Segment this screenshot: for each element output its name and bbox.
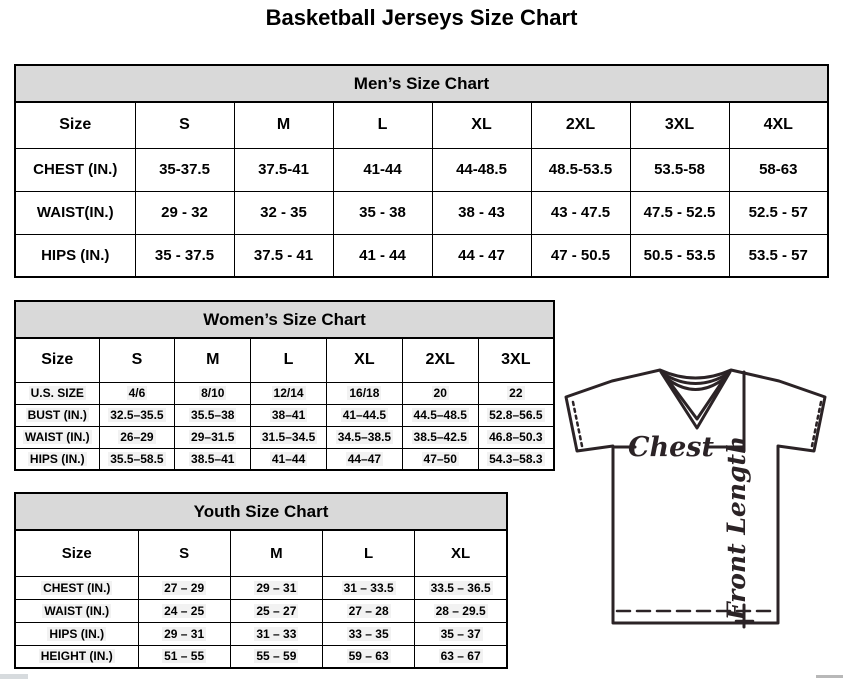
table-cell: 35.5–38 (175, 404, 251, 426)
table-cell: 24 – 25 (138, 599, 230, 622)
table-cell: 4/6 (99, 382, 175, 404)
row-label-cell (15, 448, 99, 470)
row-label: CHEST (IN.) (43, 580, 111, 595)
table-cell: 53.5-58 (630, 148, 729, 191)
table-cell: 33.5 – 36.5 (415, 576, 507, 599)
h-scrollbar-fragment-right[interactable] (816, 675, 843, 678)
size-col-header: M (175, 338, 251, 382)
table-cell: 35-37.5 (135, 148, 234, 191)
table-cell: 16/18 (326, 382, 402, 404)
table-cell: 41–44.5 (326, 404, 402, 426)
table-cell: 41 - 44 (333, 234, 432, 277)
table-cell: 41-44 (333, 148, 432, 191)
womens-waist-row (15, 426, 554, 448)
table-cell: 32.5–35.5 (99, 404, 175, 426)
row-label-cell (15, 645, 138, 668)
table-cell: 43 - 47.5 (531, 191, 630, 234)
size-col-header: 3XL (478, 338, 554, 382)
row-label-cell: WAIST(IN.) (15, 191, 135, 234)
size-header-cell: Size (15, 338, 99, 382)
table-cell: 37.5-41 (234, 148, 333, 191)
row-label-cell (15, 404, 99, 426)
table-cell: 63 – 67 (415, 645, 507, 668)
table-cell: 50.5 - 53.5 (630, 234, 729, 277)
table-cell: 53.5 - 57 (729, 234, 828, 277)
table-cell: 12/14 (251, 382, 327, 404)
table-cell: 31 – 33 (230, 622, 322, 645)
womens-table-title: Women’s Size Chart (15, 301, 554, 338)
size-col-header: XL (326, 338, 402, 382)
row-label: WAIST (IN.) (24, 430, 90, 444)
size-col-header: XL (432, 102, 531, 148)
row-label: BUST (IN.) (27, 408, 87, 422)
jersey-measurement-diagram (556, 360, 838, 640)
table-cell: 31 – 33.5 (323, 576, 415, 599)
youth-size-header-row (15, 530, 507, 576)
mens-waist-row (15, 191, 828, 234)
table-cell: 34.5–38.5 (326, 426, 402, 448)
mens-size-header-row (15, 102, 828, 148)
table-cell: 35 - 37.5 (135, 234, 234, 277)
row-label: HIPS (IN.) (49, 626, 105, 641)
table-cell: 41–44 (251, 448, 327, 470)
row-label: U.S. SIZE (30, 386, 84, 400)
jersey-outline-icon (566, 370, 825, 623)
youth-waist-row (15, 599, 507, 622)
size-col-header: S (138, 530, 230, 576)
row-label-cell (15, 382, 99, 404)
table-cell: 51 – 55 (138, 645, 230, 668)
table-cell: 46.8–50.3 (478, 426, 554, 448)
table-cell: 38 - 43 (432, 191, 531, 234)
table-cell: 27 – 29 (138, 576, 230, 599)
row-label: WAIST (IN.) (44, 603, 110, 618)
size-col-header: XL (415, 530, 507, 576)
table-cell: 55 – 59 (230, 645, 322, 668)
h-scrollbar-fragment-left[interactable] (0, 674, 28, 679)
table-cell: 58-63 (729, 148, 828, 191)
page-title: Basketball Jerseys Size Chart (265, 5, 578, 30)
size-col-header: 2XL (402, 338, 478, 382)
size-col-header: L (251, 338, 327, 382)
row-label-cell (15, 622, 138, 645)
table-cell: 47.5 - 52.5 (630, 191, 729, 234)
womens-size-table (14, 300, 555, 471)
table-cell: 44.5–48.5 (402, 404, 478, 426)
size-col-header: M (230, 530, 322, 576)
size-col-header: S (135, 102, 234, 148)
table-cell: 8/10 (175, 382, 251, 404)
youth-table-title: Youth Size Chart (15, 493, 507, 530)
table-cell: 25 – 27 (230, 599, 322, 622)
table-cell: 26–29 (99, 426, 175, 448)
row-label-cell (15, 426, 99, 448)
table-cell: 29 - 32 (135, 191, 234, 234)
table-cell: 31.5–34.5 (251, 426, 327, 448)
table-cell: 29 – 31 (230, 576, 322, 599)
table-cell: 52.5 - 57 (729, 191, 828, 234)
row-label: HIPS (IN.) (29, 451, 85, 466)
table-cell: 29 – 31 (138, 622, 230, 645)
size-col-header: 4XL (729, 102, 828, 148)
size-col-header: L (333, 102, 432, 148)
size-header-cell: Size (15, 102, 135, 148)
youth-chest-row (15, 576, 507, 599)
table-cell: 59 – 63 (323, 645, 415, 668)
table-cell: 28 – 29.5 (415, 599, 507, 622)
youth-hips-row (15, 622, 507, 645)
size-header-cell: Size (15, 530, 138, 576)
womens-hips-row (15, 448, 554, 470)
size-col-header: 2XL (531, 102, 630, 148)
row-label-cell (15, 599, 138, 622)
womens-us-size-row (15, 382, 554, 404)
chest-label: Chest (628, 432, 714, 463)
size-col-header: M (234, 102, 333, 148)
table-cell: 32 - 35 (234, 191, 333, 234)
table-cell: 35.5–58.5 (99, 448, 175, 470)
table-cell: 20 (402, 382, 478, 404)
table-cell: 54.3–58.3 (478, 448, 554, 470)
row-label: HEIGHT (IN.) (40, 649, 113, 664)
mens-size-table (14, 64, 829, 278)
womens-bust-row (15, 404, 554, 426)
mens-table-title: Men’s Size Chart (15, 65, 828, 102)
youth-height-row (15, 645, 507, 668)
table-cell: 38.5–42.5 (402, 426, 478, 448)
table-cell: 44-48.5 (432, 148, 531, 191)
womens-size-header-row (15, 338, 554, 382)
row-label-cell: HIPS (IN.) (15, 234, 135, 277)
table-cell: 47 - 50.5 (531, 234, 630, 277)
table-cell: 35 – 37 (415, 622, 507, 645)
table-cell: 47–50 (402, 448, 478, 470)
mens-hips-row (15, 234, 828, 277)
table-cell: 37.5 - 41 (234, 234, 333, 277)
table-cell: 35 - 38 (333, 191, 432, 234)
table-cell: 44–47 (326, 448, 402, 470)
size-col-header: L (323, 530, 415, 576)
table-cell: 52.8–56.5 (478, 404, 554, 426)
front-length-label: Front Length (722, 435, 751, 621)
table-cell: 29–31.5 (175, 426, 251, 448)
table-cell: 27 – 28 (323, 599, 415, 622)
size-col-header: 3XL (630, 102, 729, 148)
table-cell: 38–41 (251, 404, 327, 426)
table-cell: 48.5-53.5 (531, 148, 630, 191)
table-cell: 44 - 47 (432, 234, 531, 277)
mens-chest-row (15, 148, 828, 191)
table-cell: 22 (478, 382, 554, 404)
youth-size-table (14, 492, 508, 669)
table-cell: 38.5–41 (175, 448, 251, 470)
size-col-header: S (99, 338, 175, 382)
row-label-cell: CHEST (IN.) (15, 148, 135, 191)
row-label-cell (15, 576, 138, 599)
table-cell: 33 – 35 (323, 622, 415, 645)
